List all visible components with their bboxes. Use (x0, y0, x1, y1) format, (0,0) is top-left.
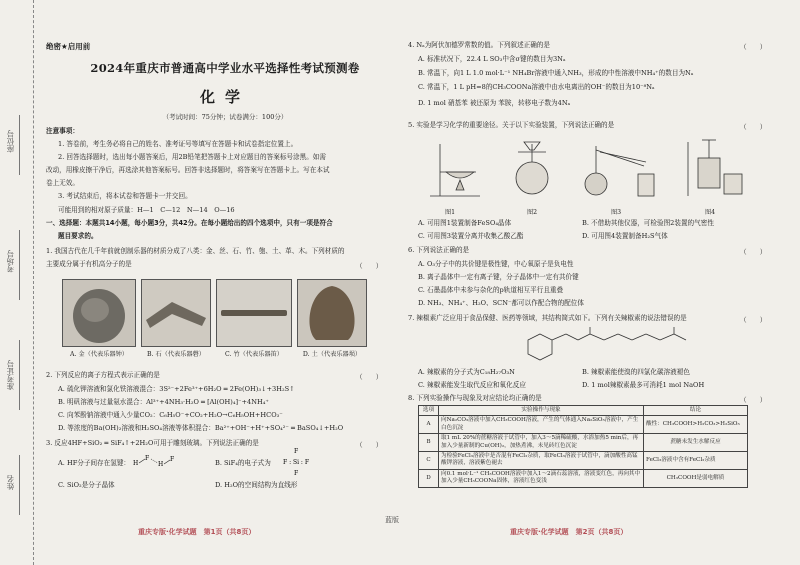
q2-answer-paren: （ ） (356, 373, 383, 381)
q1-caption-c: C. 竹（代表乐器笛） (225, 351, 283, 358)
note-2: 2. 回答选择题时，选出每小题答案后，用2B铅笔把答题卡上对应题目的答案标号涂黑。如需 (58, 153, 326, 161)
page-title: 2024年重庆市普通高中学业水平选择性考试预测卷 (90, 61, 360, 75)
name-label: 姓名 (6, 475, 15, 490)
q7-answer-paren: （ ） (740, 316, 767, 324)
q8-stem: 8. 下列实验操作与现象及对应结论均正确的是 (408, 394, 542, 402)
row-operation: 向Na₂CO₃溶液中加入CH₃COOH溶液，产生的气体通入Na₂SiO₃溶液中，产生白色沉淀 (439, 416, 644, 434)
row-option: C (419, 452, 439, 470)
q3-option-d: D. H₂O的空间结构为直线形 (215, 481, 298, 489)
q4-stem: 4. Nₐ为阿伏加德罗常数的值。下列叙述正确的是 (408, 41, 550, 49)
q6-option-b: B. 离子晶体中一定有离子键，分子晶体中一定有共价键 (418, 273, 579, 281)
q4-option-d: D. 1 mol 硝基苯 被还原为 苯胺，转移电子数为4Nₐ (418, 99, 571, 107)
table-row (419, 452, 748, 470)
section-1-heading: 一、选择题：本题共14小题，每小题3分，共42分。在每小题给出的四个选项中，只有一项是符合 (46, 219, 333, 227)
exam-room-line (19, 230, 20, 300)
atomic-masses: 可能用到的相对原子质量：H—1 C—12 N—14 O—16 (58, 206, 235, 214)
chime-stone-illustration (142, 280, 210, 346)
q1-answer-paren: （ ） (356, 262, 383, 270)
bell-illustration (63, 280, 135, 346)
q5-fig-3-label: 图3 (610, 209, 622, 216)
q6-option-c: C. 石墨晶体中未参与杂化的p轨道相互平行且重叠 (418, 286, 564, 294)
svg-text:H: H (158, 461, 164, 468)
q8-answer-paren: （ ） (740, 396, 767, 404)
q7-stem: 7. 辣椒素广泛应用于食品保健、医药等领域，其结构简式如下。下列有关辣椒素的说法错误的是 (408, 314, 687, 322)
svg-text:F: F (170, 456, 175, 463)
q7-option-a: A. 辣椒素的分子式为C₁₈H₂₇O₃N (418, 368, 515, 376)
row-conclusion: CH₃COOH是弱电解质 (644, 469, 748, 487)
exam-meta: （考试时间：75分钟；试卷满分：100分） (162, 113, 288, 121)
page-1-footer: 重庆专版·化学试题 第1页（共8页） (138, 528, 256, 536)
q4-option-a: A. 标准状况下，22.4 L SO₃中含σ键的数目为3Nₐ (418, 55, 566, 63)
q8-experiment-table (418, 405, 748, 488)
svg-text:F: F (145, 455, 150, 462)
q5-fig-1-label: 图1 (444, 209, 456, 216)
column-operation: 实验操作与现象 (439, 406, 644, 416)
row-option: B (419, 434, 439, 452)
hydrogen-bond-diagram (132, 451, 186, 473)
sif4-electron-formula (282, 445, 312, 479)
q3-option-b: B. SiF₄的电子式为 (215, 459, 271, 467)
svg-text:F: F (294, 448, 299, 455)
binding-margin (0, 0, 34, 565)
note-2-end: 卷上无效。 (46, 179, 79, 187)
note-2-cont: 改动，用橡皮擦干净后，再选涂其他答案标号。回答非选择题时，将答案写在答题卡上。写在本试 (46, 166, 330, 174)
q7-option-b: B. 辣椒素能使溴的四氯化碳溶液褪色 (582, 368, 690, 376)
q1-photo-chime-stone (141, 279, 211, 347)
note-3: 3. 考试结束后，将本试卷和答题卡一并交回。 (58, 192, 192, 200)
table-row (419, 469, 748, 487)
seat-number-label: 座位号 (6, 130, 15, 153)
xun-illustration (298, 280, 366, 346)
q6-option-a: A. O₃分子中的共价键是极性键，中心氧原子是负电性 (418, 260, 574, 268)
section-1-heading-cont: 题目要求的。 (58, 232, 98, 240)
q3-stem: 3. 反应4HF+SiO₂ ═ SiF₄↑+2H₂O可用于雕刻玻璃。下列说法正确的是 (46, 439, 259, 447)
notes-heading: 注意事项： (46, 127, 79, 135)
row-operation: 向0.1 mol·L⁻¹ CH₃COOH溶液中加入1～2滴石蕊溶液，溶液变红色，再向其中加入少量CH₃COONa固体，溶液红色变浅 (439, 469, 644, 487)
q1-photo-flute (216, 279, 292, 347)
table-row (419, 416, 748, 434)
q1-stem: 1. 我国古代在几千年前就创制乐器的材质分成了八类：金、丝、石、竹、匏、土、革、木。下列材质的 (46, 247, 345, 255)
q3-option-a: A. HF分子间存在氢键： (58, 459, 131, 467)
note-1: 1. 答卷前，考生务必将自己的姓名、准考证号等填写在答题卡和试卷指定位置上。 (58, 140, 298, 148)
q5-option-c: C. 可用图3装置分离并收集乙酸乙酯 (418, 232, 524, 240)
q4-answer-paren: （ ） (740, 43, 767, 51)
row-option: D (419, 469, 439, 487)
secret-label: 绝密★启用前 (46, 42, 91, 51)
q4-option-b: B. 常温下，向1 L 1.0 mol·L⁻¹ NH₄Br溶液中通入NH₃，形成的中性溶液中NH₄⁺的数目为Nₐ (418, 69, 694, 77)
row-operation: 为检验FeCl₃溶液中是否混有FeCl₂杂质，取FeCl₃溶液于试管中，滴加酸性高锰酸钾溶液，溶液紫色褪去 (439, 452, 644, 470)
row-conclusion: FeCl₃溶液中含有FeCl₂杂质 (644, 452, 748, 470)
q5-option-b: B. 不借助其他仪器，可检验图2装置的气密性 (582, 219, 714, 227)
q3-option-c: C. SiO₂是分子晶体 (58, 481, 115, 489)
column-option: 选项 (419, 406, 439, 416)
q7-option-c: C. 辣椒素能发生取代反应和氧化反应 (418, 381, 526, 389)
q1-caption-b: B. 石（代表乐器磬） (147, 351, 205, 358)
q4-option-c: C. 常温下，1 L pH=8的CH₃COONa溶液中由水电离出的OH⁻的数目为10⁻⁸Nₐ (418, 83, 655, 91)
q1-caption-d: D. 土（代表乐器埙） (302, 351, 362, 358)
q5-fig-4-label: 图4 (704, 209, 716, 216)
ticket-number-label: 准考证号 (6, 360, 15, 390)
row-operation: 取1 mL 20%的蔗糖溶液于试管中，加入3～5滴稀硫酸，水浴加热5 min后，再加入少量新制的Cu(OH)₂，加热煮沸，未见砖红色沉淀 (439, 434, 644, 452)
svg-text:F: F (294, 470, 299, 477)
q5-apparatus-figures (420, 134, 750, 206)
q1-caption-a: A. 金（代表乐器钟） (70, 351, 128, 358)
q1-stem-cont: 主要成分属于有机高分子的是 (46, 260, 132, 268)
column-conclusion: 结论 (644, 406, 748, 416)
q2-option-c: C. 向苯酚钠溶液中通入少量CO₂：C₆H₅O⁻+CO₂+H₂O→C₆H₅OH+HCO₃⁻ (58, 411, 283, 419)
exam-room-label: 考场号 (6, 250, 15, 273)
q3-answer-paren: （ ） (356, 441, 383, 449)
svg-text:F : Si : F: F : Si : F (283, 459, 310, 466)
q6-stem: 6. 下列说法正确的是 (408, 246, 470, 254)
subject-title: 化学 (199, 88, 250, 106)
q6-answer-paren: （ ） (740, 248, 767, 256)
seat-line (19, 115, 20, 175)
q2-option-a: A. 硫化钾溶液和氯化铁溶液混合：3S²⁻+2Fe³⁺+6H₂O ═ 2Fe(OH)₃↓+3H₂S↑ (58, 385, 295, 393)
q2-stem: 2. 下列反应的离子方程式表示正确的是 (46, 371, 160, 379)
q5-option-a: A. 可用图1装置制备FeSO₄晶体 (418, 219, 512, 227)
q5-fig-2-label: 图2 (526, 209, 538, 216)
q5-answer-paren: （ ） (740, 123, 767, 131)
capsaicin-structure (520, 326, 690, 366)
svg-text:H: H (133, 460, 139, 467)
edition-stamp: 蓝版 (385, 516, 399, 524)
page-2-footer: 重庆专版·化学试题 第2页（共8页） (510, 528, 628, 536)
q5-stem: 5. 实验是学习化学的重要途径。关于以下实验装置，下列说法正确的是 (408, 121, 615, 129)
q2-option-d: D. 等浓度的Ba(OH)₂溶液和H₂SO₄溶液等体积混合：Ba²⁺+OH⁻+H⁺+SO₄²⁻ ═ BaSO₄↓+H₂O (58, 424, 344, 432)
row-option: A (419, 416, 439, 434)
row-conclusion: 蔗糖未发生水解反应 (644, 434, 748, 452)
row-conclusion: 酸性：CH₃COOH>H₂CO₃>H₂SiO₃ (644, 416, 748, 434)
ticket-line (19, 340, 20, 410)
q1-photo-bell (62, 279, 136, 347)
name-line (19, 455, 20, 515)
table-header-row (419, 406, 748, 416)
q7-option-d: D. 1 mol辣椒素最多可消耗1 mol NaOH (582, 381, 705, 389)
flute-illustration (217, 280, 291, 346)
q2-option-b: B. 明矾溶液与过量氨水混合：Al³⁺+4NH₃·H₂O ═ [Al(OH)₄]⁻+4NH₄⁺ (58, 398, 269, 406)
q6-option-d: D. NH₃、NH₄⁺、H₂O、SCN⁻都可以作配合物的配位体 (418, 299, 584, 307)
q1-photo-xun (297, 279, 367, 347)
table-row (419, 434, 748, 452)
q5-option-d: D. 可用图4装置制备H₂S气体 (582, 232, 668, 240)
